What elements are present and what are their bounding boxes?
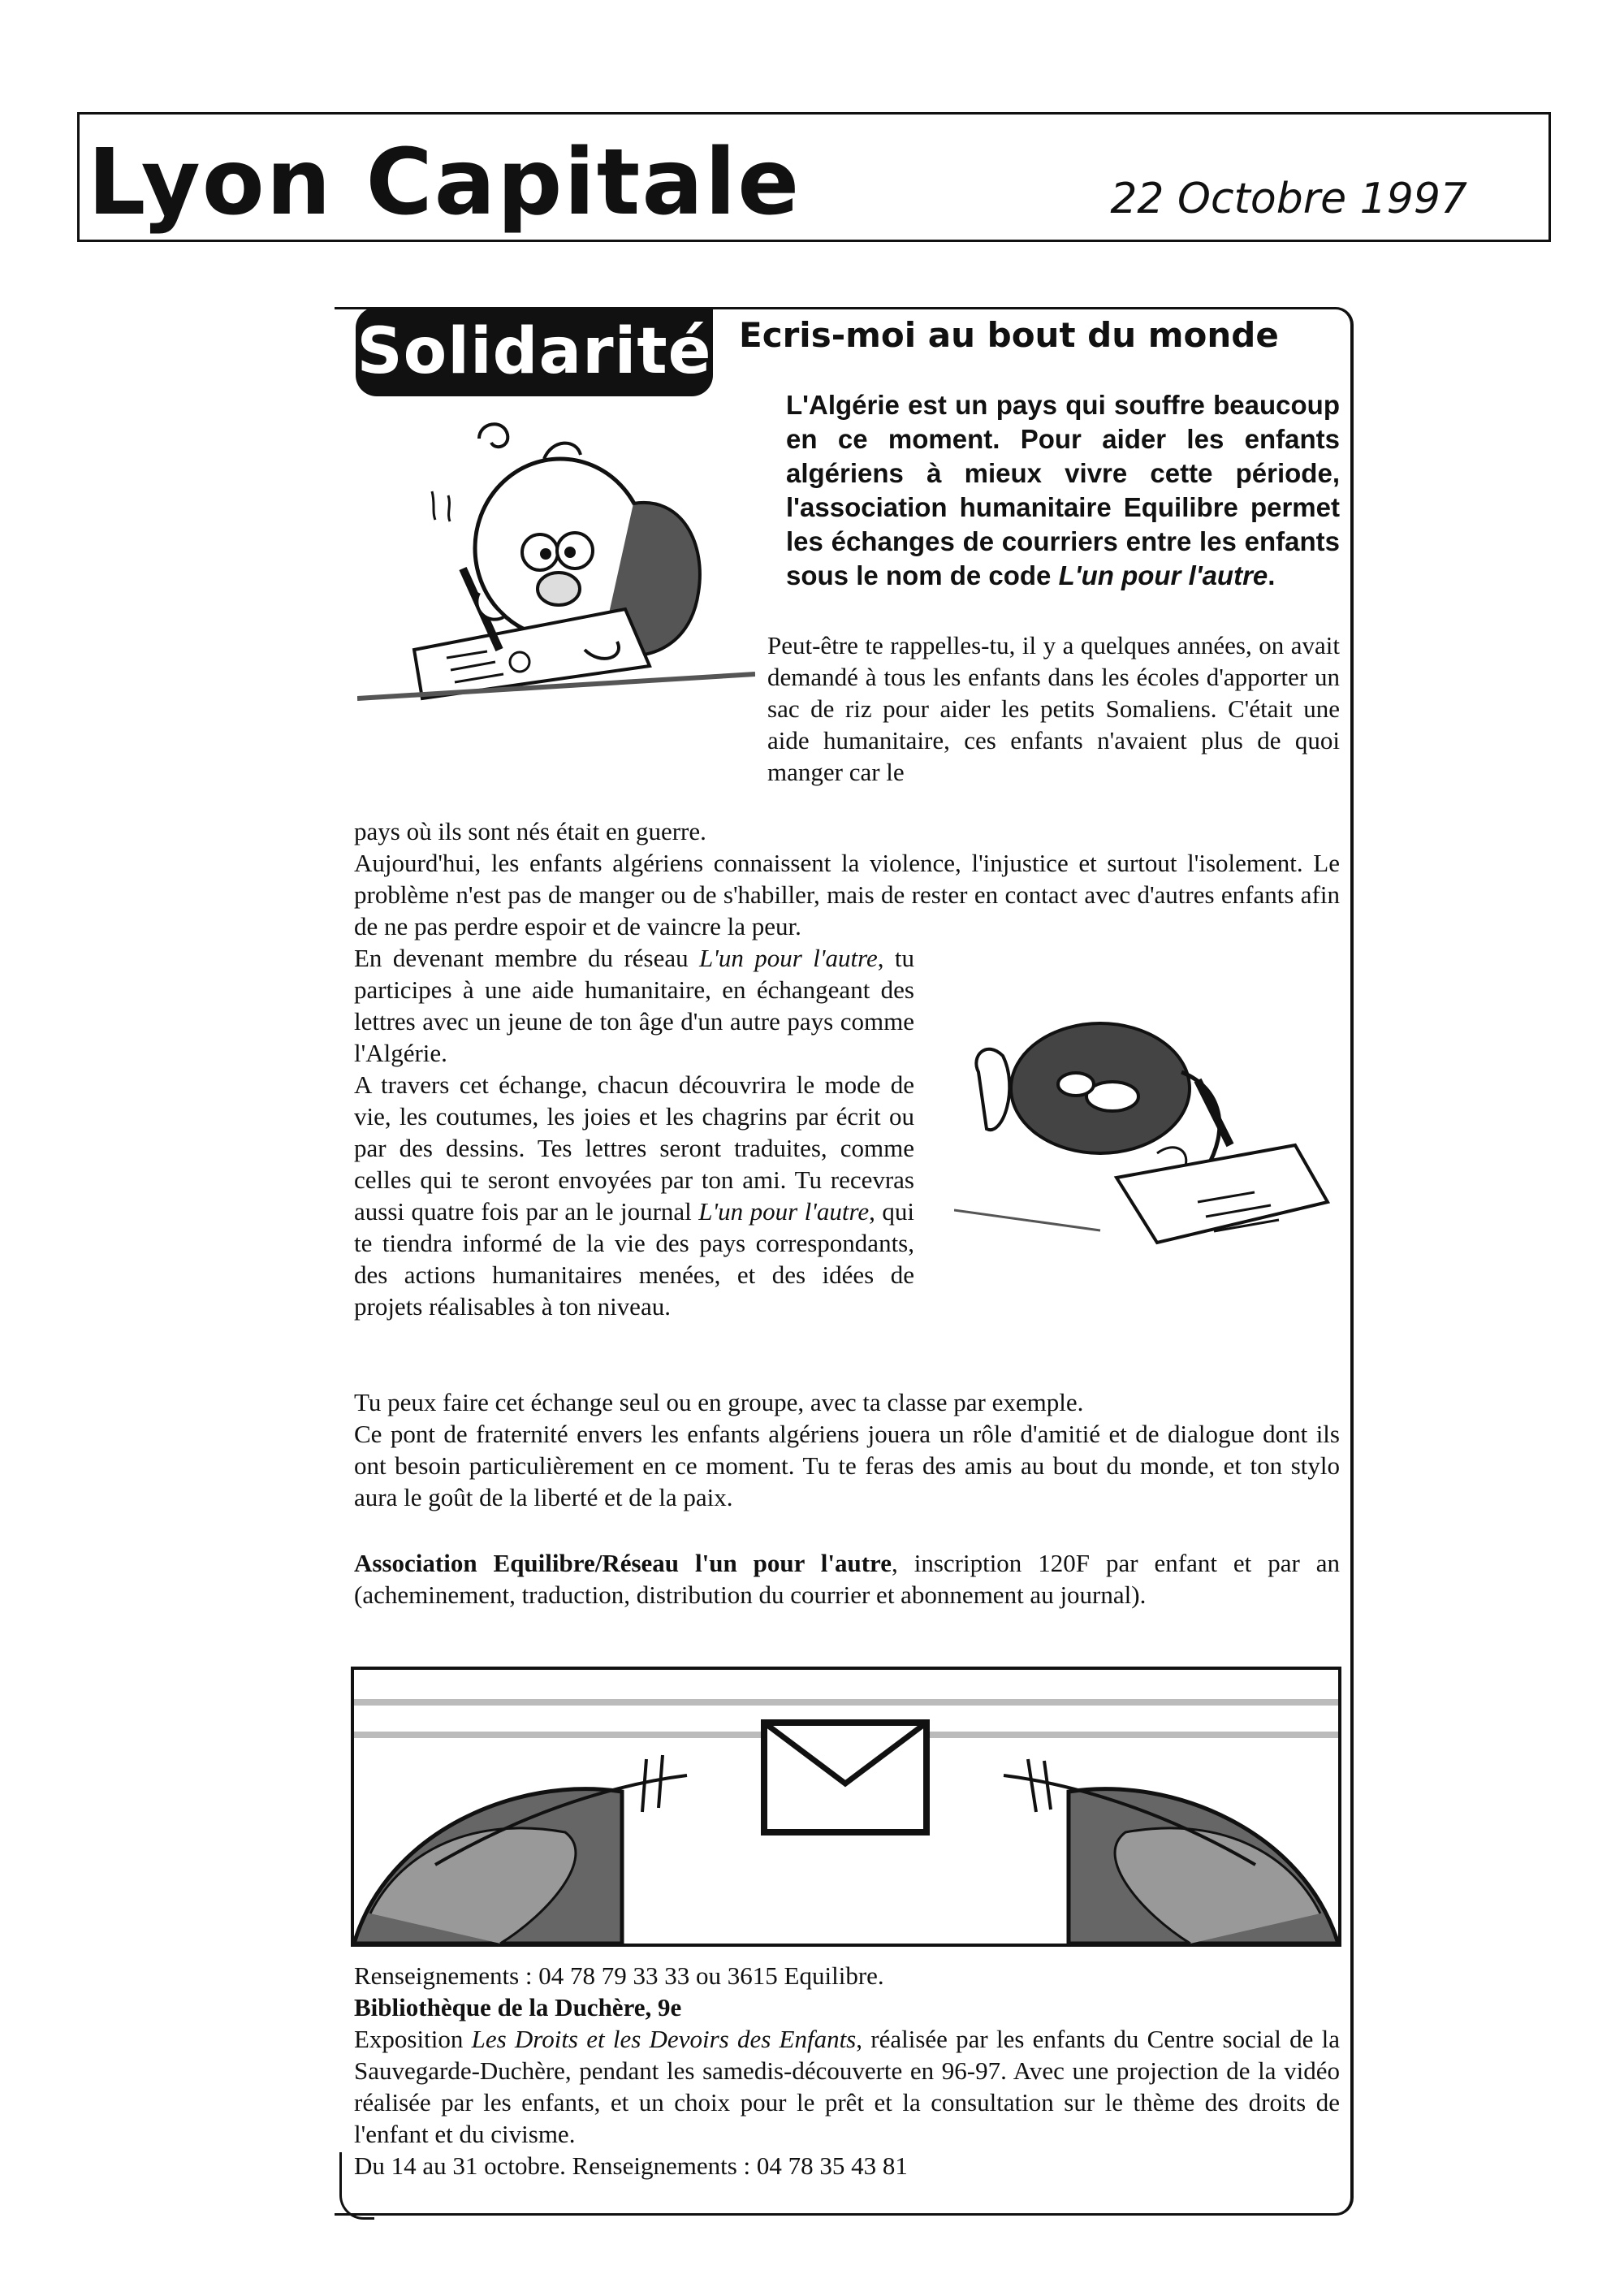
child-writing-illustration [357,406,755,707]
masthead [77,112,1551,242]
venue-name: Bibliothèque de la Duchère, 9e [354,1993,682,2021]
exhibition-description [354,2023,1340,2150]
publication-date: 22 Octobre 1997 [1110,175,1467,223]
envelope-globes-banner [351,1667,1341,1947]
paragraph-text: , tu participes à une aide humanitaire, en échangeant des lettres avec un jeune de ton âge d'un autre pays comme l'Algérie. [354,944,914,1067]
journal-name: L'un pour l'autre [698,1197,870,1226]
paragraph-text: , réalisée par les enfants du Centre social de la Sauvegarde-Duchère, pendant les samedis-découverte en 96-97. Avec une projection de la vidéo réalisée par les enfants, et un choix pour le prêt et la consultation sur le thème des droits de l'enfant et du civisme. [354,2025,1340,2148]
paragraph-exchange [354,1069,914,1322]
article-title: Ecris-moi au bout du monde [739,315,1279,355]
article-lead [786,388,1340,593]
paragraph-text: , qui te tiendra informé de la vie des pays correspondants, des actions humanitaires menées, et des idées de projets réalisables à ton niveau. [354,1197,914,1321]
article-body-left-column [354,942,914,1322]
rubric-label: Solidarité [356,307,713,396]
association-details: , inscription 120F par enfant et par an (acheminement, traduction, distribution du courrier et abonnement au journal). [354,1549,1340,1609]
contact-line: Renseignements : 04 78 79 33 33 ou 3615 Equilibre. [354,1961,884,1990]
paragraph-text: Exposition [354,2025,464,2053]
paragraph-text: Tu peux faire cet échange seul ou en groupe, avec ta classe par exemple. [354,1388,1084,1416]
paragraph-text: A travers cet échange, chacun découvrira le mode de vie, les coutumes, les joies et les chagrins par écrit ou par des dessins. Tes lettres seront traduites, comme celles qui te seront envoyées par ton ami. Tu recevras aussi quatre fois par an le journal [354,1070,914,1226]
paragraph-text: En devenant membre du réseau [354,944,689,972]
paragraph-text: Peut-être te rappelles-tu, il y a quelques années, on avait demandé à tous les enfants dans les écoles d'apporter un sac de riz pour aider les petits Somaliens. C'était une aide humanitaire, ces enfants n'avaient plus de quoi manger car le [767,631,1340,786]
publication-name: Lyon Capitale [88,130,801,236]
paragraph-text: Ce pont de fraternité envers les enfants algériens jouera un rôle d'amitié et de dialogue dont ils ont besoin particulièrement en ce moment. Tu te feras des amis au bout du monde, et ton stylo aura le goût de la liberté et de la paix. [354,1420,1340,1511]
event-dates: Du 14 au 31 octobre. Renseignements : 04 78 35 43 81 [354,2151,908,2180]
envelope-globes-drawing [354,1670,1338,1944]
event-info [354,1960,1340,2181]
paragraph-text: pays où ils sont nés était en guerre. [354,817,706,845]
child-writing-illustration-2 [954,1007,1344,1267]
lead-text: L'Algérie est un pays qui souffre beaucoup en ce moment. Pour aider les enfants algériens à mieux vivre cette période, l'association humanitaire Equilibre permet les échanges de courriers entre les enfants sous le nom de code [786,390,1340,590]
network-name: L'un pour l'autre [699,944,878,972]
article-body-lower [354,1386,1340,1513]
association-name: Association Equilibre/Réseau l'un pour l'autre [354,1549,892,1577]
paragraph-somalia [767,629,1340,788]
lead-code-name: L'un pour l'autre [1058,560,1268,590]
paragraph-text: Aujourd'hui, les enfants algériens connaissent la violence, l'injustice et surtout l'isolement. Le problème n'est pas de manger ou de s'habiller, mais de rester en contact avec d'autres enfants afin de ne pas perdre espoir et de vaincre la peur. [354,849,1340,940]
article-body-upper [354,815,1340,942]
lead-end: . [1268,560,1276,590]
paragraph-network [354,942,914,1069]
association-info [354,1547,1340,1611]
exhibition-title: Les Droits et les Devoirs des Enfants [471,2025,857,2053]
